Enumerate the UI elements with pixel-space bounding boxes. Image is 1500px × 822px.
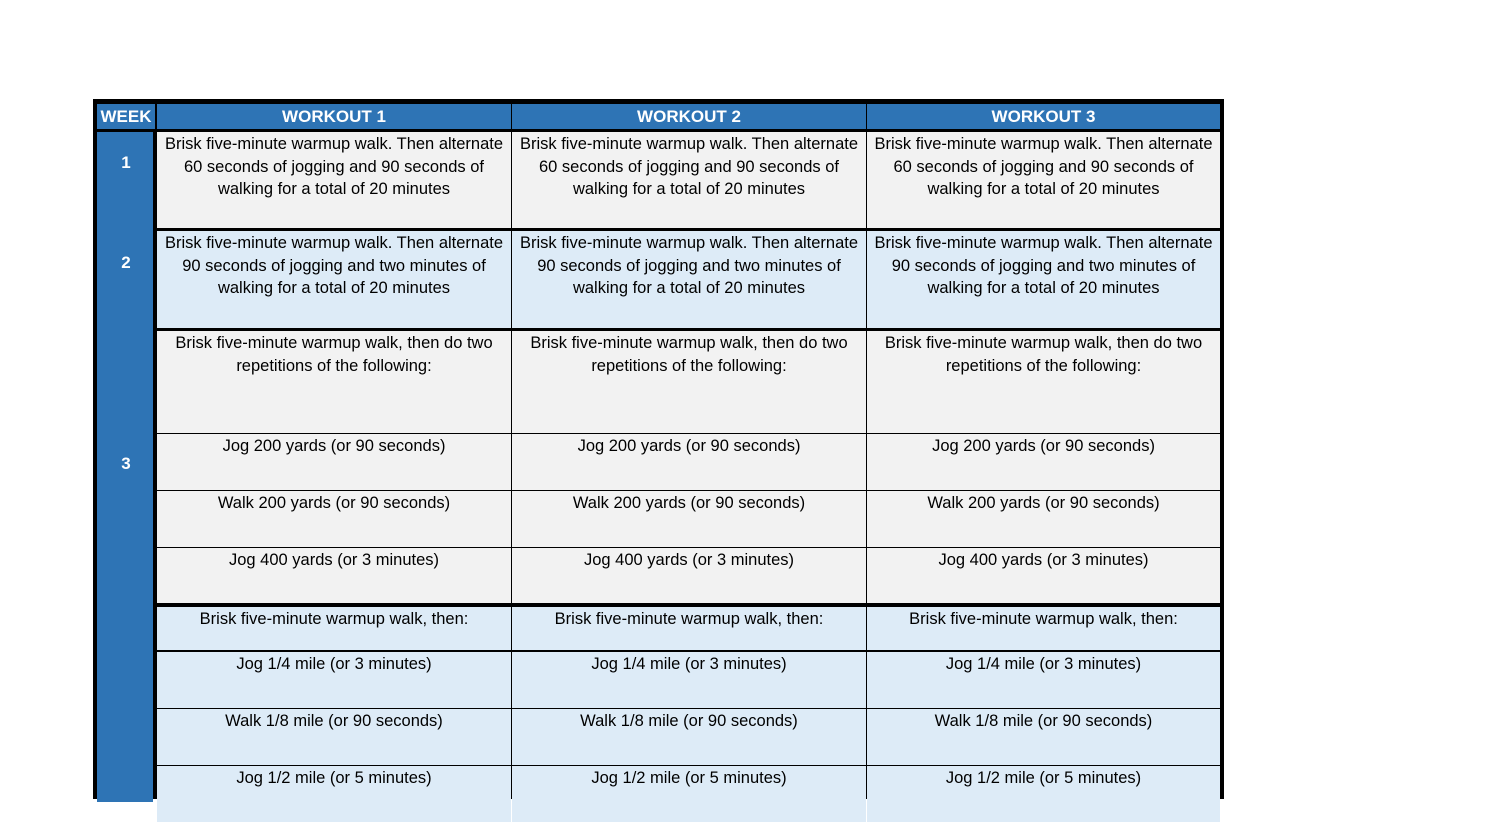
table-cell: Walk 1/8 mile (or 90 seconds) (157, 709, 511, 765)
week-number-3: 3 (121, 454, 131, 473)
week-number-1: 1 (121, 153, 131, 172)
header-workout-2: WORKOUT 2 (512, 104, 866, 129)
week-number-2: 2 (121, 253, 131, 272)
table-cell: Jog 1/4 mile (or 3 minutes) (512, 652, 866, 708)
table-cell: Jog 1/4 mile (or 3 minutes) (867, 652, 1220, 708)
workout-table (93, 99, 1224, 799)
table-cell: Walk 200 yards (or 90 seconds) (512, 491, 866, 547)
table-cell: Brisk five-minute warmup walk. Then alternate 90 seconds of jogging and two minutes of walking for a total of 20 minutes (157, 231, 511, 328)
table-cell: Brisk five-minute warmup walk. Then alternate 60 seconds of jogging and 90 seconds of walking for a total of 20 minutes (867, 132, 1220, 228)
header-week: WEEK (97, 104, 155, 129)
table-cell: Brisk five-minute warmup walk, then do two repetitions of the following: (157, 331, 511, 433)
table-cell: Walk 1/8 mile (or 90 seconds) (512, 709, 866, 765)
header-workout-1: WORKOUT 1 (157, 104, 511, 129)
table-cell: Walk 200 yards (or 90 seconds) (157, 491, 511, 547)
table-cell: Brisk five-minute warmup walk. Then alternate 60 seconds of jogging and 90 seconds of walking for a total of 20 minutes (512, 132, 866, 228)
table-cell: Jog 200 yards (or 90 seconds) (512, 434, 866, 490)
table-cell: Jog 1/4 mile (or 3 minutes) (157, 652, 511, 708)
table-cell: Brisk five-minute warmup walk, then: (867, 607, 1220, 650)
table-cell: Jog 400 yards (or 3 minutes) (157, 548, 511, 603)
table-cell: Brisk five-minute warmup walk, then do two repetitions of the following: (867, 331, 1220, 433)
table-cell: Walk 200 yards (or 90 seconds) (867, 491, 1220, 547)
table-cell: Jog 1/2 mile (or 5 minutes) (512, 766, 866, 822)
table-cell: Jog 200 yards (or 90 seconds) (867, 434, 1220, 490)
table-cell: Brisk five-minute warmup walk, then: (157, 607, 511, 650)
table-cell: Jog 400 yards (or 3 minutes) (512, 548, 866, 603)
table-cell: Jog 1/2 mile (or 5 minutes) (867, 766, 1220, 822)
table-cell: Jog 200 yards (or 90 seconds) (157, 434, 511, 490)
table-cell: Jog 1/2 mile (or 5 minutes) (157, 766, 511, 822)
table-cell: Brisk five-minute warmup walk. Then alternate 60 seconds of jogging and 90 seconds of walking for a total of 20 minutes (157, 132, 511, 228)
table-cell: Brisk five-minute warmup walk. Then alternate 90 seconds of jogging and two minutes of walking for a total of 20 minutes (867, 231, 1220, 328)
header-workout-3: WORKOUT 3 (867, 104, 1220, 129)
table-cell: Brisk five-minute warmup walk, then do two repetitions of the following: (512, 331, 866, 433)
table-cell: Brisk five-minute warmup walk, then: (512, 607, 866, 650)
table-cell: Jog 400 yards (or 3 minutes) (867, 548, 1220, 603)
table-cell: Brisk five-minute warmup walk. Then alternate 90 seconds of jogging and two minutes of walking for a total of 20 minutes (512, 231, 866, 328)
table-cell: Walk 1/8 mile (or 90 seconds) (867, 709, 1220, 765)
